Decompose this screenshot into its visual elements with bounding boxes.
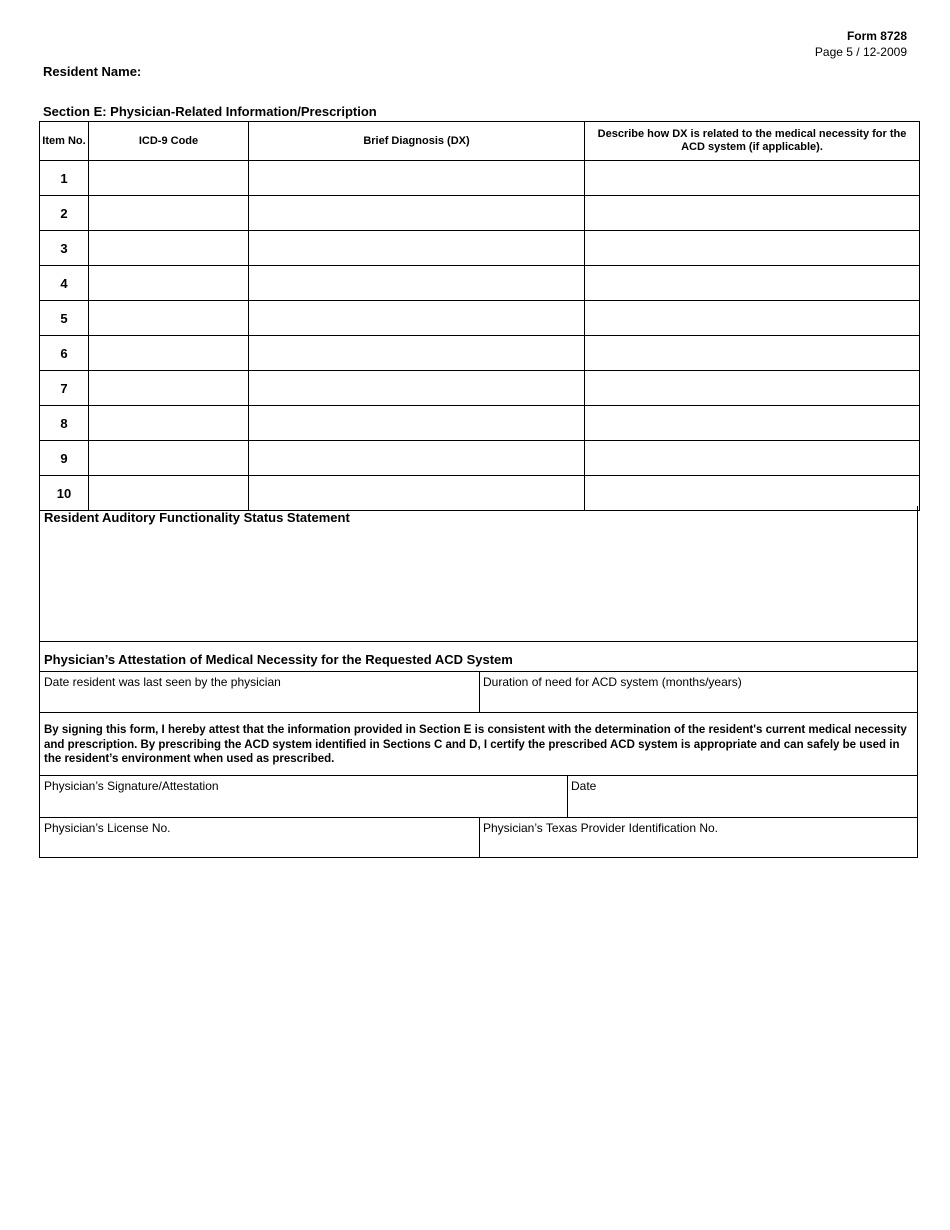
table-row [40, 301, 920, 336]
item-number: 7 [40, 371, 89, 406]
col-icd9-code: ICD-9 Code [89, 122, 249, 161]
icd9-code-cell[interactable] [89, 266, 249, 301]
divider [479, 672, 480, 712]
signature-row [39, 775, 918, 818]
brief-diagnosis-cell[interactable] [249, 371, 585, 406]
date-last-seen-field[interactable]: Date resident was last seen by the physician [44, 675, 281, 689]
table-row [40, 441, 920, 476]
resident-name-label: Resident Name: [43, 64, 142, 79]
item-number: 6 [40, 336, 89, 371]
attestation-statement: By signing this form, I hereby attest that the information provided in Section E is consistent with the determination of the resident's current medical necessity and prescription. By prescribing the ACD system identified in Sections C and D, I certify the prescribed ACD system is appropriate and can safely be used in the resident’s environment when used as prescribed. [44, 724, 907, 765]
status-statement-title: Resident Auditory Functionality Status Statement [44, 510, 350, 525]
dx-necessity-cell[interactable] [585, 336, 920, 371]
table-row [40, 161, 920, 196]
status-statement-box[interactable] [39, 506, 918, 642]
dx-necessity-cell[interactable] [585, 406, 920, 441]
dx-necessity-cell[interactable] [585, 441, 920, 476]
icd9-code-cell[interactable] [89, 441, 249, 476]
dx-necessity-cell[interactable] [585, 371, 920, 406]
col-item-no: Item No. [40, 122, 89, 161]
icd9-code-cell[interactable] [89, 161, 249, 196]
attestation-dates-row [39, 671, 918, 713]
icd9-code-cell[interactable] [89, 336, 249, 371]
attestation-title-box [39, 641, 918, 672]
table-row [40, 231, 920, 266]
brief-diagnosis-cell[interactable] [249, 161, 585, 196]
brief-diagnosis-cell[interactable] [249, 266, 585, 301]
table-row [40, 196, 920, 231]
divider [567, 776, 568, 817]
col-dx-necessity: Describe how DX is related to the medical necessity for the ACD system (if applicable). [585, 122, 920, 161]
attestation-statement-box [39, 712, 918, 776]
col-brief-diagnosis: Brief Diagnosis (DX) [249, 122, 585, 161]
dx-necessity-cell[interactable] [585, 196, 920, 231]
dx-necessity-cell[interactable] [585, 266, 920, 301]
table-row [40, 336, 920, 371]
signature-date-field[interactable]: Date [571, 779, 597, 793]
table-row [40, 406, 920, 441]
item-number: 3 [40, 231, 89, 266]
license-row [39, 817, 918, 858]
physician-signature-field[interactable]: Physician’s Signature/Attestation [44, 779, 219, 793]
item-number: 5 [40, 301, 89, 336]
brief-diagnosis-cell[interactable] [249, 406, 585, 441]
brief-diagnosis-cell[interactable] [249, 441, 585, 476]
icd9-code-cell[interactable] [89, 301, 249, 336]
item-number: 10 [40, 476, 89, 511]
brief-diagnosis-cell[interactable] [249, 336, 585, 371]
brief-diagnosis-cell[interactable] [249, 231, 585, 266]
duration-of-need-field[interactable]: Duration of need for ACD system (months/years) [483, 675, 742, 689]
item-number: 8 [40, 406, 89, 441]
table-row [40, 371, 920, 406]
item-number: 1 [40, 161, 89, 196]
item-number: 2 [40, 196, 89, 231]
brief-diagnosis-cell[interactable] [249, 301, 585, 336]
dx-necessity-cell[interactable] [585, 231, 920, 266]
icd9-code-cell[interactable] [89, 371, 249, 406]
diagnosis-table [39, 121, 920, 511]
diagnosis-table-header [40, 122, 920, 161]
texas-provider-id-field[interactable]: Physician’s Texas Provider Identification No. [483, 821, 719, 835]
brief-diagnosis-cell[interactable] [249, 196, 585, 231]
physician-license-field[interactable]: Physician’s License No. [44, 821, 171, 835]
dx-necessity-cell[interactable] [585, 161, 920, 196]
form-number: Form 8728 [846, 29, 907, 43]
item-number: 9 [40, 441, 89, 476]
icd9-code-cell[interactable] [89, 196, 249, 231]
attestation-title: Physician’s Attestation of Medical Necessity for the Requested ACD System [44, 652, 513, 667]
table-row [40, 266, 920, 301]
dx-necessity-cell[interactable] [585, 301, 920, 336]
icd9-code-cell[interactable] [89, 406, 249, 441]
page-info: Page 5 / 12-2009 [814, 45, 907, 59]
icd9-code-cell[interactable] [89, 231, 249, 266]
item-number: 4 [40, 266, 89, 301]
section-e-title: Section E: Physician-Related Information/Prescription [43, 104, 377, 119]
divider [479, 818, 480, 857]
